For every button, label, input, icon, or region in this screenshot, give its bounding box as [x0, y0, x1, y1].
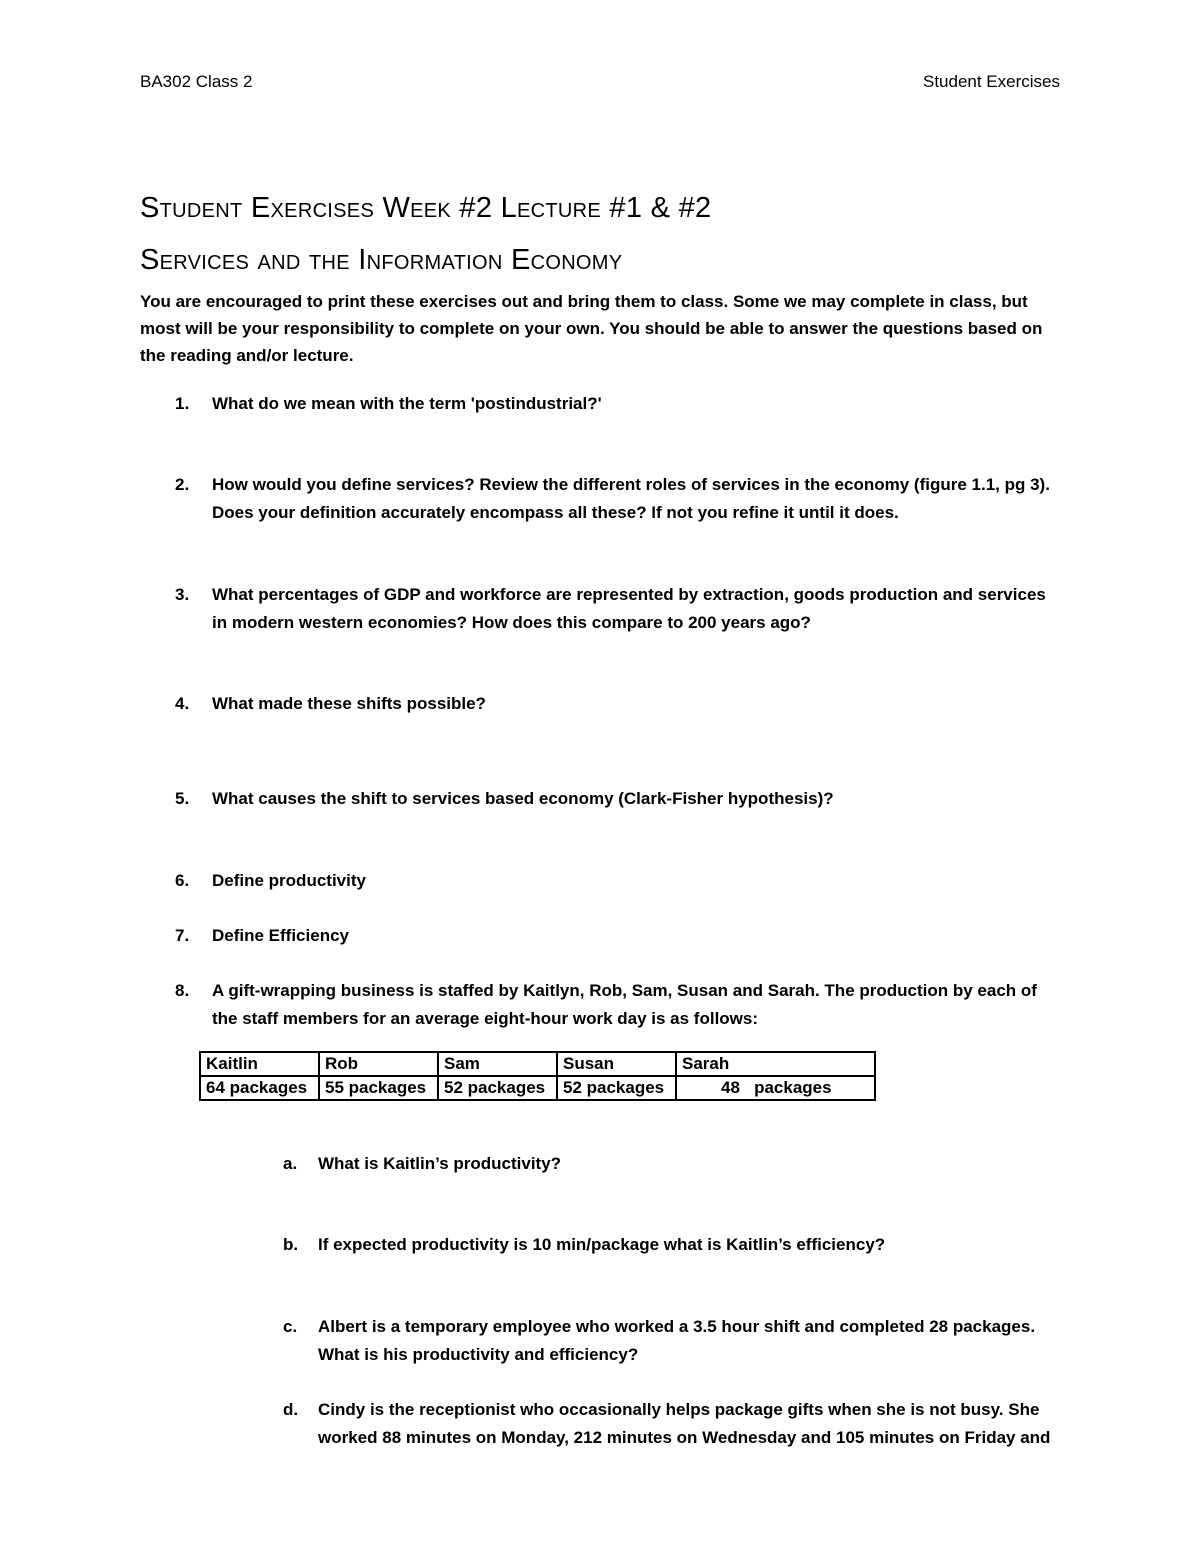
question-text: What do we mean with the term 'postindustrial?' — [212, 394, 602, 413]
question-number: 5. — [175, 789, 190, 808]
subquestion-text: Albert is a temporary employee who worked a 3.5 hour shift and completed 28 packages. What is his productivity and efficiency? — [318, 1317, 1036, 1364]
question-number: 2. — [175, 475, 190, 494]
table-header-cell: Sarah — [676, 1052, 875, 1076]
production-table — [199, 1051, 876, 1101]
table-cell: 55 packages — [319, 1076, 438, 1100]
subquestion-letter: c. — [283, 1317, 298, 1336]
table-cell: 52 packages — [557, 1076, 676, 1100]
table-row — [200, 1076, 875, 1100]
question-number: 6. — [175, 871, 190, 890]
question-text: Define Efficiency — [212, 926, 349, 945]
table-header-cell: Susan — [557, 1052, 676, 1076]
subquestion-letter: d. — [283, 1400, 299, 1419]
table-cell: 52 packages — [438, 1076, 557, 1100]
page-subtitle: Services and the Information Economy — [140, 244, 623, 276]
table-header-cell: Kaitlin — [200, 1052, 319, 1076]
question-number: 1. — [175, 394, 190, 413]
header-course: BA302 Class 2 — [140, 72, 253, 91]
table-header-row — [200, 1052, 875, 1076]
question-number: 8. — [175, 981, 190, 1000]
table-cell: 64 packages — [200, 1076, 319, 1100]
question-number: 7. — [175, 926, 190, 945]
question-text: What made these shifts possible? — [212, 694, 486, 713]
question-number: 4. — [175, 694, 190, 713]
subquestion-text: If expected productivity is 10 min/package what is Kaitlin’s efficiency? — [318, 1235, 886, 1254]
table-header-cell: Sam — [438, 1052, 557, 1076]
page-title: Student Exercises Week #2 Lecture #1 & #2 — [140, 192, 712, 224]
question-text: Define productivity — [212, 871, 366, 890]
subquestion-text: What is Kaitlin’s productivity? — [318, 1154, 562, 1173]
subquestion-letter: b. — [283, 1235, 299, 1254]
question-text: A gift-wrapping business is staffed by Kaitlyn, Rob, Sam, Susan and Sarah. The production by each of the staff members for an average eight-hour work day is as follows: — [212, 981, 1037, 1028]
question-number: 3. — [175, 585, 190, 604]
subquestion-text: Cindy is the receptionist who occasionally helps package gifts when she is not busy. She worked 88 minutes on Monday, 212 minutes on Wednesday and 105 minutes on Friday and — [318, 1400, 1051, 1447]
question-text: What causes the shift to services based economy (Clark-Fisher hypothesis)? — [212, 789, 834, 808]
intro-paragraph: You are encouraged to print these exercises out and bring them to class. Some we may complete in class, but most will be your responsibility to complete on your own. You should be able to answer the questions based on the reading and/or lecture. — [140, 292, 1043, 365]
subquestion-letter: a. — [283, 1154, 298, 1173]
question-text: What percentages of GDP and workforce are represented by extraction, goods production and services in modern western economies? How does this compare to 200 years ago? — [212, 585, 1046, 632]
table-cell: 48 packages — [676, 1076, 875, 1100]
table-header-cell: Rob — [319, 1052, 438, 1076]
header-doc-type: Student Exercises — [922, 72, 1060, 91]
question-text: How would you define services? Review the different roles of services in the economy (figure 1.1, pg 3). Does your definition accurately encompass all these? If not you refine it until it does. — [212, 475, 1050, 522]
